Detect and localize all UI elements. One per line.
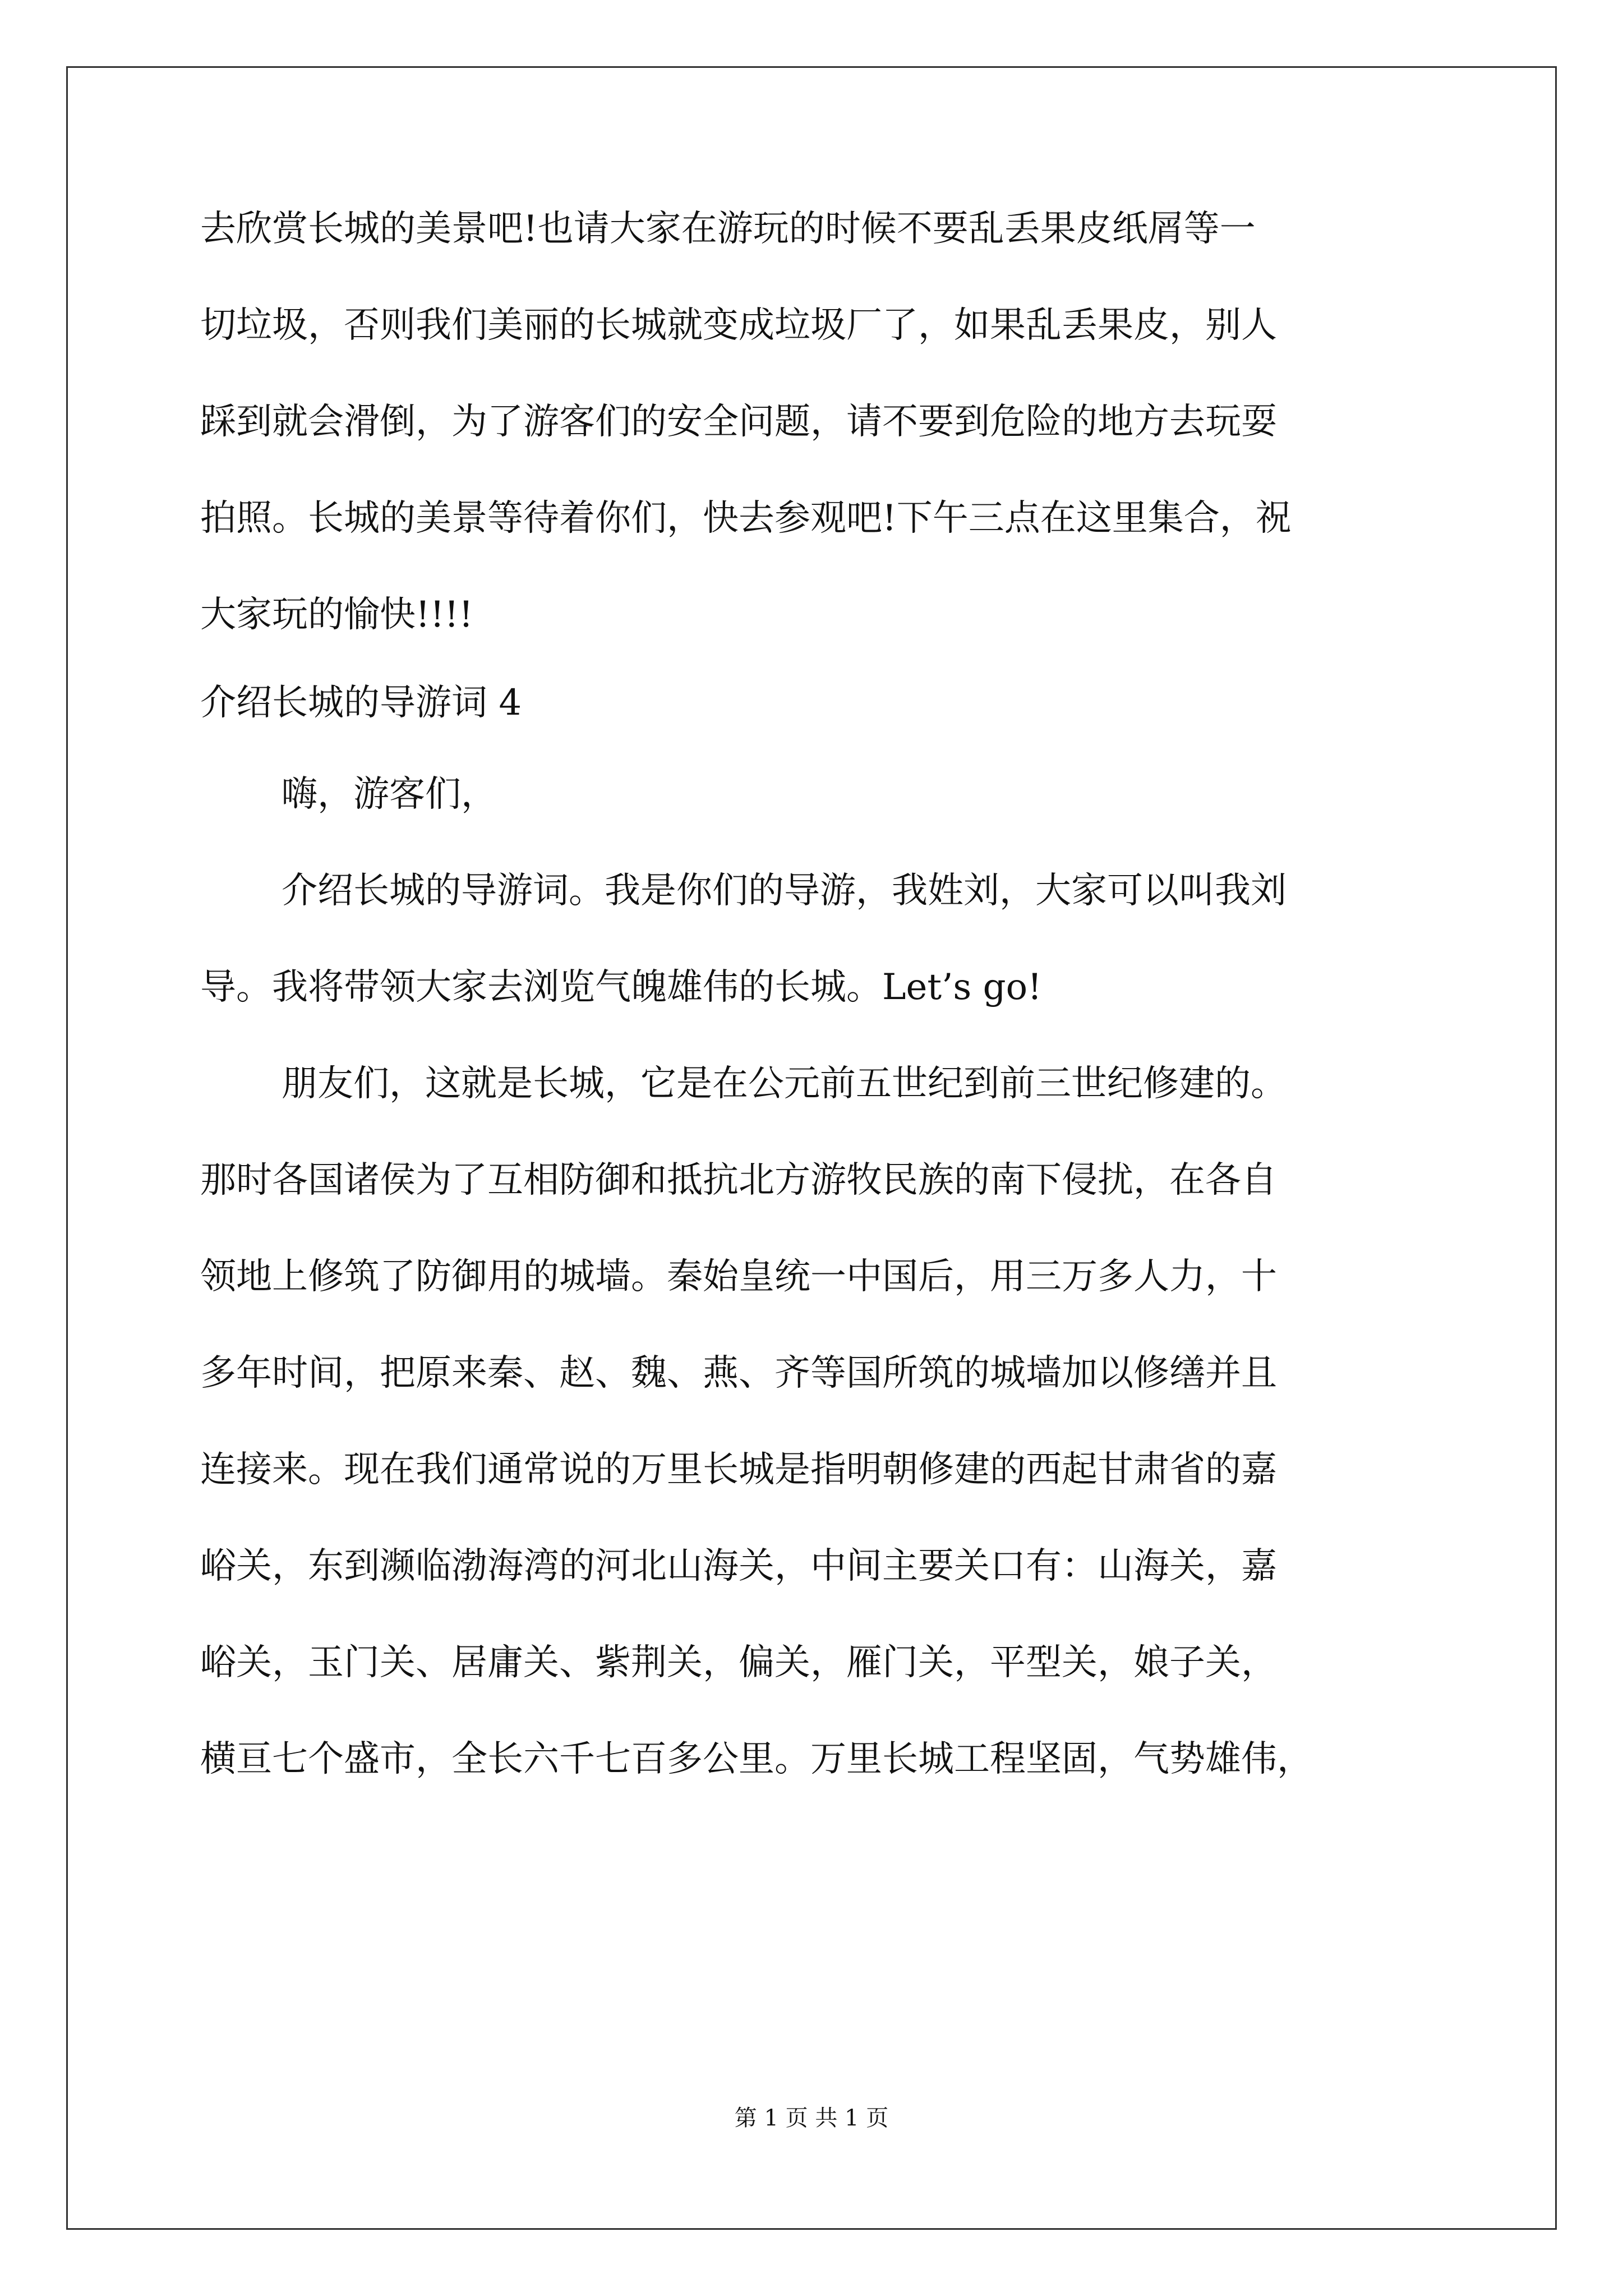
body-text-line: 踩到就会滑倒，为了游客们的安全问题，请不要到危险的地方去玩耍 [200, 401, 1277, 443]
body-text-line: 大家玩的愉快!!!! [200, 594, 473, 636]
body-text-line: 那时各国诸侯为了互相防御和抵抗北方游牧民族的南下侵扰，在各自 [200, 1159, 1277, 1201]
body-text-line: 导。我将带领大家去浏览气魄雄伟的长城。Let’s go! [200, 967, 1042, 1008]
body-text-line: 切垃圾，否则我们美丽的长城就变成垃圾厂了，如果乱丢果皮，别人 [200, 305, 1277, 346]
body-text-line: 去欣赏长城的美景吧!也请大家在游玩的时候不要乱丢果皮纸屑等一 [200, 208, 1256, 250]
body-text-line: 拍照。长城的美景等待着你们，快去参观吧!下午三点在这里集合，祝 [200, 498, 1292, 539]
body-text-line: 峪关，东到濒临渤海湾的河北山海关，中间主要关口有：山海关，嘉 [200, 1545, 1277, 1587]
section-title: 介绍长城的导游词 4 [200, 682, 522, 724]
body-text-line: 连接来。现在我们通常说的万里长城是指明朝修建的西起甘肃省的嘉 [200, 1449, 1277, 1490]
page-border [66, 66, 1557, 2230]
page-number-footer: 第 1 页 共 1 页 [734, 2105, 889, 2131]
body-text-line: 横亘七个盛市，全长六千七百多公里。万里长城工程坚固，气势雄伟， [200, 1738, 1313, 1780]
body-text-line: 多年时间，把原来秦、赵、魏、燕、齐等国所筑的城墙加以修缮并且 [200, 1352, 1277, 1394]
body-text-line: 峪关，玉门关、居庸关、紫荆关，偏关，雁门关，平型关，娘子关， [200, 1642, 1277, 1683]
body-text-line: 朋友们，这就是长城，它是在公元前五世纪到前三世纪修建的。 [282, 1063, 1287, 1105]
body-text-line: 介绍长城的导游词。我是你们的导游，我姓刘，大家可以叫我刘 [282, 870, 1287, 912]
greeting-text: 嗨，游客们， [282, 774, 497, 815]
body-text-line: 领地上修筑了防御用的城墙。秦始皇统一中国后，用三万多人力，十 [200, 1256, 1277, 1297]
